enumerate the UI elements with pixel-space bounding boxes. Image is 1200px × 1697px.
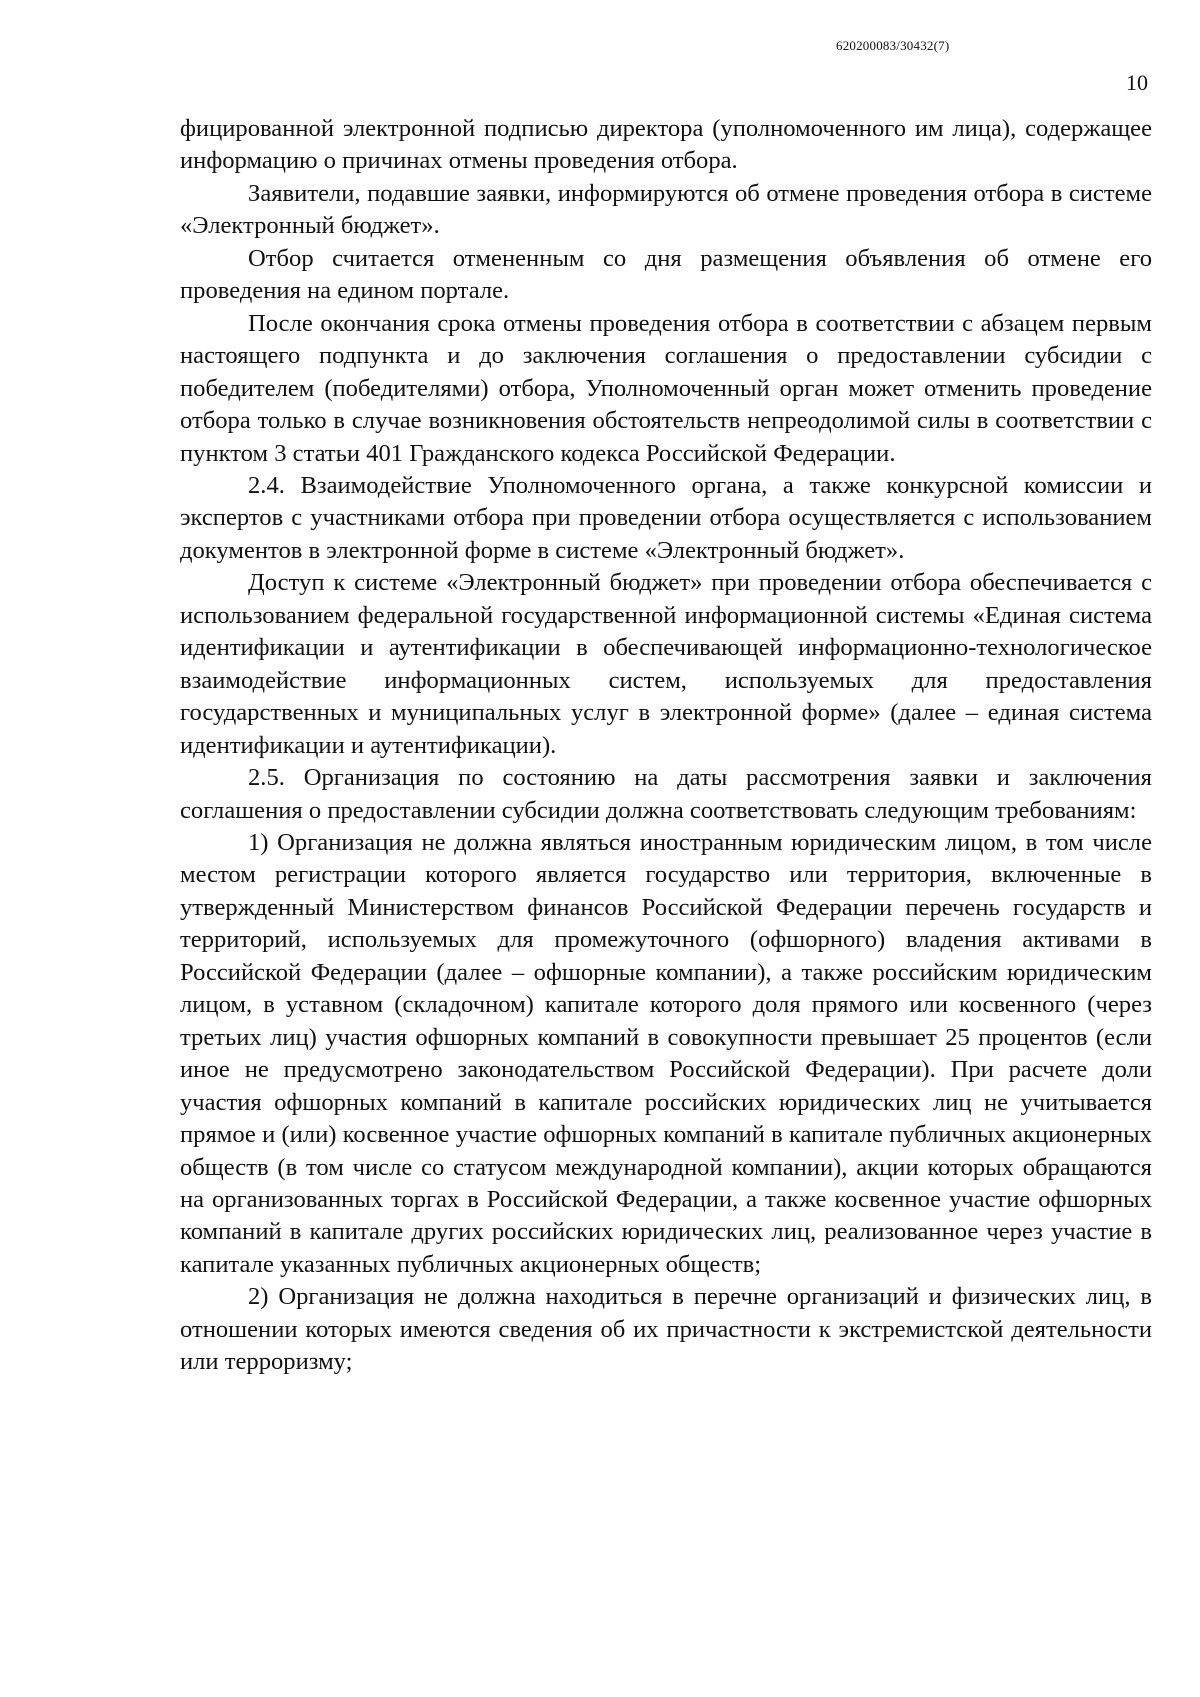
paragraph-applicants-notice: Заявители, подавшие заявки, информируются об отмене проведения отбора в системе «Электронный бюджет». bbox=[180, 179, 1152, 240]
document-registration-number: 620200083/30432(7) bbox=[836, 38, 950, 53]
paragraph-system-access: Доступ к системе «Электронный бюджет» при проведении отбора обеспечивается с использованием федеральной государственной информационной системы «Единая система идентификации и аутентификации в обеспечивающей информационно-технологическое взаимодействие информационных систем, используемых для предоставления государственных и муниципальных услуг в электронной форме» (далее – единая система идентификации и аутентификации). bbox=[180, 569, 1152, 759]
paragraph-continuation: фицированной электронной подписью директора (уполномоченного им лица), содержащее информацию о причинах отмены проведения отбора. bbox=[180, 115, 1152, 175]
document-body bbox=[180, 113, 1152, 1379]
requirement-item-2: 2) Организация не должна находиться в перечне организаций и физических лиц, в отношении которых имеются сведения об их причастности к экстремистской деятельности или терроризму; bbox=[180, 1283, 1152, 1376]
paragraph-2-4: 2.4. Взаимодействие Уполномоченного органа, а также конкурсной комиссии и экспертов с участниками отбора при проведении отбора осуществляется с использованием документов в электронной форме в системе «Электронный бюджет». bbox=[180, 471, 1152, 564]
paragraph-2-5: 2.5. Организация по состоянию на даты рассмотрения заявки и заключения соглашения о предоставлении субсидии должна соответствовать следующим требованиям: bbox=[180, 764, 1152, 824]
page-number: 10 bbox=[1126, 70, 1148, 95]
requirement-item-1: 1) Организация не должна являться иностранным юридическим лицом, в том числе местом регистрации которого является государство или территория, включенные в утвержденный Министерством финансов Российской Федерации перечень государств и территорий, используемых для промежуточного (офшорного) владения активами в Российской Федерации (далее – офшорные компании), а также российским юридическим лицом, в уставном (складочном) капитале которого доля прямого или косвенного (через третьих лиц) участия офшорных компаний в совокупности превышает 25 процентов (если иное не предусмотрено законодательством Российской Федерации). При расчете доли участия офшорных компаний в капитале российских юридических лиц не учитывается прямое и (или) косвенное участие офшорных компаний в капитале публичных акционерных обществ (в том числе со статусом международной компании), акции которых обращаются на организованных торгах в Российской Федерации, а также косвенное участие офшорных компаний в капитале других российских юридических лиц, реализованное через участие в капитале указанных публичных акционерных обществ; bbox=[180, 828, 1152, 1278]
paragraph-force-majeure: После окончания срока отмены проведения отбора в соответствии с абзацем первым настоящего подпункта и до заключения соглашения о предоставлении субсидии с победителем (победителями) отбора, Уполномоченный орган может отменить проведение отбора только в случае возникновения обстоятельств непреодолимой силы в соответствии с пунктом 3 статьи 401 Гражданского кодекса Российской Федерации. bbox=[180, 309, 1152, 467]
paragraph-cancellation-date: Отбор считается отмененным со дня размещения объявления об отмене его проведения на едином портале. bbox=[180, 244, 1152, 305]
